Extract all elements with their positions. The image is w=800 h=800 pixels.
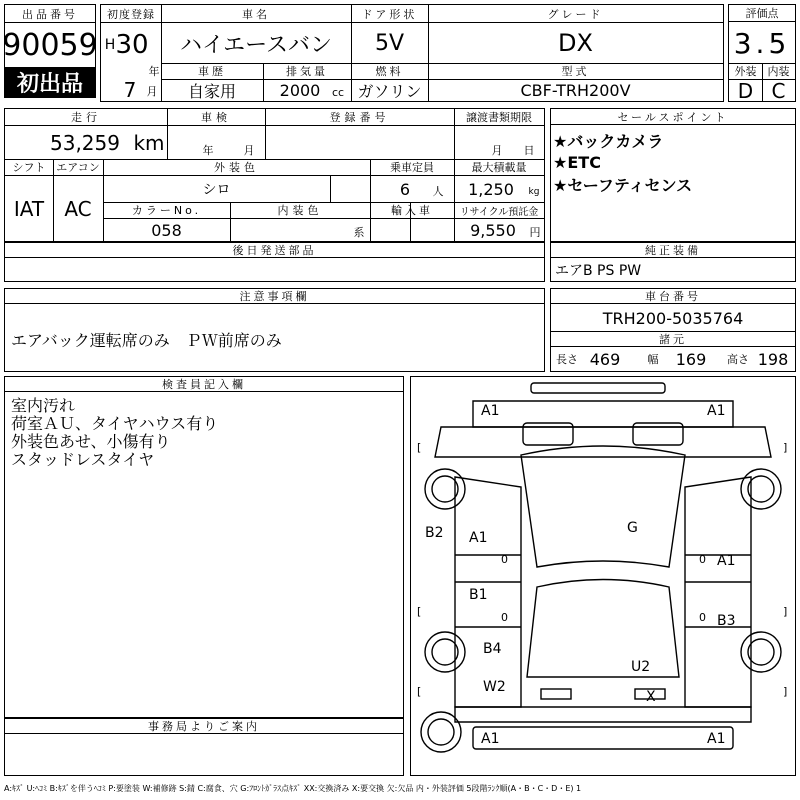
mark-left-front-door: A1	[469, 530, 488, 546]
recycle-value: 9,550	[470, 220, 516, 240]
parts-label: 後日発送部品	[5, 243, 544, 258]
height-label: 高さ	[727, 353, 749, 366]
ext-value: D	[737, 78, 754, 103]
inspector-box	[4, 376, 404, 718]
zero-marker: 0	[699, 611, 706, 624]
door-label: ドア形状	[361, 7, 418, 21]
mark-left-rear-lower: W2	[483, 679, 506, 695]
mark-roof-rear: U2	[631, 659, 651, 675]
exterior-value: シロ	[202, 182, 231, 198]
fuel-label: 燃料	[375, 65, 404, 78]
first-listing-badge: 初出品	[5, 67, 95, 97]
shift-label: シフト	[12, 161, 46, 174]
sales-point: ★セーフティセンス	[553, 175, 693, 195]
shift-value: IAT	[13, 196, 45, 221]
bracket-marker: [	[417, 605, 422, 618]
mark-right-rear-door: B3	[717, 613, 736, 629]
score-label: 評価点	[729, 5, 795, 22]
legend-text: A:ｷｽﾞ U:ﾍｺﾐ B:ｷｽﾞを伴うﾍｺﾐ P:要塗装 W:補修跡 S:錆 C:腐食、穴 G:ﾌﾛﾝﾄｶﾞﾗｽ点ｷｽﾞ XX:交換済み X:要交換 欠:欠品 内・外装評価 5段階ﾗﾝｸ順(A・B・C・D・E) 1	[4, 783, 582, 793]
history-label: 車歴	[198, 65, 226, 78]
rear-bumper	[473, 727, 733, 749]
int-value: C	[771, 78, 786, 103]
interior-unit: 系	[353, 225, 365, 239]
capacity-value: 6	[399, 179, 411, 199]
damage-diagram	[410, 376, 796, 776]
reg-era: H	[104, 37, 116, 53]
car-outline-diagram	[411, 377, 795, 775]
office-box	[4, 718, 404, 776]
wheel-front-left	[425, 469, 465, 509]
rear-body	[455, 707, 751, 722]
details-box	[4, 108, 545, 242]
color-no-label: カラーNo.	[131, 204, 202, 217]
bracket-marker: ]	[783, 605, 788, 618]
ac-label: エアコン	[56, 161, 100, 174]
chassis-value: TRH200-5035764	[602, 308, 744, 328]
zero-marker: 0	[699, 553, 706, 566]
interior-label: 内装色	[277, 204, 323, 217]
bracket-marker: ]	[783, 441, 788, 454]
headlight-right	[633, 423, 683, 445]
car-name-label: 車名	[242, 7, 270, 21]
wheel-rear-right-inner	[748, 639, 774, 665]
sales-box	[550, 108, 796, 242]
width-label: 幅	[647, 353, 659, 366]
door-value: 5V	[374, 30, 405, 56]
notes-value: エアバック運転席のみ ＰＷ前席のみ	[11, 330, 282, 350]
load-value: 1,250	[468, 179, 514, 199]
bracket-marker: [	[417, 441, 422, 454]
wheel-rear-left-inner	[432, 639, 458, 665]
reg-label: 初度登録	[107, 7, 155, 21]
spare-tire	[421, 712, 461, 752]
parts-box	[4, 242, 545, 282]
spare-tire-inner	[428, 719, 454, 745]
mark-rear: X	[646, 689, 656, 705]
int-label: 内装	[767, 65, 790, 78]
displacement-label: 排気量	[286, 65, 328, 78]
mark-right-front-door: A1	[717, 553, 736, 569]
wheel-front-left-inner	[432, 476, 458, 502]
left-side	[455, 477, 521, 707]
sales-label: セールスポイント	[551, 109, 795, 125]
lot-box	[4, 4, 96, 98]
office-label: 事務局よりご案内	[5, 719, 403, 734]
transfer-label: 譲渡書類期限	[466, 111, 532, 124]
mark-left-rear-fender: B4	[483, 641, 502, 657]
grade-value: DX	[558, 29, 593, 57]
model-label: 型式	[561, 65, 590, 78]
model-value: CBF-TRH200V	[520, 81, 631, 100]
windshield-outline	[521, 446, 685, 567]
load-label: 最大積載量	[471, 161, 527, 174]
history-value: 自家用	[187, 82, 236, 101]
wheel-rear-right	[741, 632, 781, 672]
regno-label: 登録番号	[329, 111, 390, 124]
headlight-left	[523, 423, 573, 445]
reg-year: 30	[115, 30, 149, 60]
mark-left-rear-door: B1	[469, 587, 488, 603]
exterior-label: 外装色	[214, 161, 259, 174]
genuine-box	[550, 242, 796, 282]
transfer-month-unit: 月	[491, 144, 503, 157]
reg-year-unit: 年	[148, 65, 160, 78]
inspector-line: 外装色あせ、小傷有り	[11, 431, 171, 451]
mark-left-front-fender: B2	[425, 525, 444, 541]
score-value: 3.5	[733, 26, 791, 60]
height-value: 198	[757, 349, 789, 369]
import-label: 輸入車	[391, 204, 433, 217]
chassis-label: 車台番号	[551, 289, 795, 304]
car-name: ハイエースバン	[179, 32, 333, 58]
fuel-value: ガソリン	[357, 82, 422, 101]
inspector-line: スタッドレスタイヤ	[11, 449, 155, 469]
score-box	[728, 4, 796, 102]
inspection-year-unit: 年	[202, 144, 214, 157]
roof-bar	[531, 383, 665, 393]
mileage-value: 53,259	[50, 130, 120, 155]
inspection-month-unit: 月	[243, 144, 255, 157]
vehicle-header-box	[100, 4, 724, 102]
bracket-marker: [	[417, 685, 422, 698]
transfer-day-unit: 日	[523, 144, 535, 157]
color-no-value: 058	[151, 220, 182, 240]
sales-point: ★ETC	[553, 152, 601, 172]
inspector-label: 検査員記入欄	[5, 377, 403, 392]
genuine-value: エアB PS PW	[555, 263, 642, 279]
ext-label: 外装	[734, 65, 757, 78]
capacity-unit: 人	[432, 184, 444, 198]
specs-label: 諸元	[551, 332, 795, 347]
inspector-line: 荷室ＡＵ、タイヤハウス有り	[11, 413, 219, 433]
displacement-value: 2000	[279, 81, 321, 100]
front-bumper	[473, 401, 733, 427]
mark-fr-corner: A1	[707, 403, 726, 419]
genuine-label: 純正装備	[551, 243, 795, 258]
mileage-label: 走行	[71, 111, 101, 124]
length-value: 469	[589, 349, 621, 369]
rear-plate	[541, 689, 571, 699]
mark-rl-corner: A1	[481, 731, 500, 747]
capacity-label: 乗車定員	[390, 161, 434, 174]
wheel-front-right-inner	[748, 476, 774, 502]
right-side	[685, 477, 751, 707]
col-divider	[330, 175, 331, 202]
mileage-unit: km	[133, 130, 165, 155]
inspection-label: 車検	[201, 111, 231, 124]
mark-windshield: G	[627, 520, 638, 536]
roof-center	[527, 580, 679, 678]
grade-label: グレード	[547, 7, 604, 21]
reg-month-unit: 月	[146, 85, 158, 98]
reg-month: 7	[123, 78, 137, 102]
wheel-front-right	[741, 469, 781, 509]
lot-number: 90059	[2, 27, 98, 63]
load-unit: kg	[528, 186, 540, 197]
recycle-label: リサイクル預託金	[459, 206, 539, 218]
lot-label: 出品番号	[5, 5, 95, 23]
mark-fl-corner: A1	[481, 403, 500, 419]
chassis-box	[550, 288, 796, 372]
zero-marker: 0	[501, 553, 508, 566]
recycle-unit: 円	[529, 225, 541, 239]
sales-point: ★バックカメラ	[553, 131, 664, 151]
width-value: 169	[675, 349, 707, 369]
notes-box	[4, 288, 545, 372]
bracket-marker: ]	[783, 685, 788, 698]
inspector-line: 室内汚れ	[11, 395, 76, 415]
notes-label: 注意事項欄	[5, 289, 544, 304]
length-label: 長さ	[556, 353, 578, 366]
displacement-unit: cc	[331, 85, 345, 99]
zero-marker: 0	[501, 611, 508, 624]
front-body	[435, 427, 771, 457]
ac-value: AC	[64, 196, 92, 221]
mark-rr-corner: A1	[707, 731, 726, 747]
wheel-rear-left	[425, 632, 465, 672]
